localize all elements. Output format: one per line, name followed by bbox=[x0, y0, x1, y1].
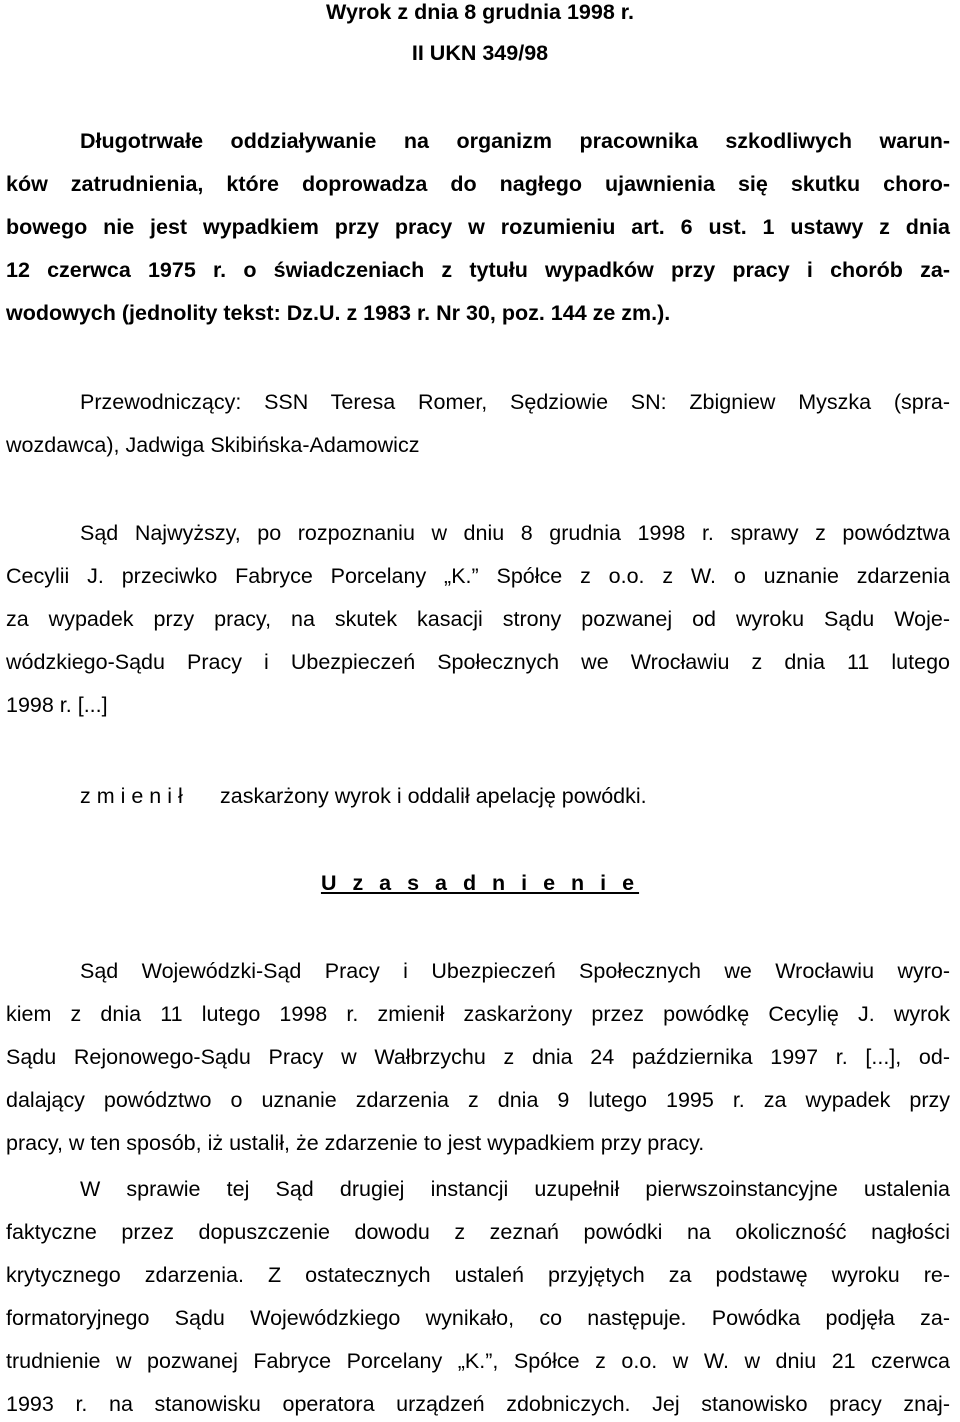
justification-line: pracy, w ten sposób, iż ustalił, że zdarzenie to jest wypadkiem przy pracy. bbox=[6, 1131, 705, 1155]
thesis-line: 12 czerwca 1975 r. o świadczeniach z tytułu wypadków przy pracy i chorób za- bbox=[6, 258, 950, 282]
thesis-line: wodowych (jednolity tekst: Dz.U. z 1983 r. Nr 30, poz. 144 ze zm.). bbox=[6, 301, 671, 325]
justification-line: Sądu Rejonowego-Sądu Pracy w Wałbrzychu z dnia 24 października 1997 r. [...], od- bbox=[6, 1045, 950, 1069]
justification-line: faktyczne przez dopuszczenie dowodu z zeznań powódki na okoliczność nagłości bbox=[6, 1220, 950, 1244]
intro-line: Sąd Najwyższy, po rozpoznaniu w dniu 8 grudnia 1998 r. sprawy z powództwa bbox=[80, 521, 950, 545]
panel-line: Przewodniczący: SSN Teresa Romer, Sędziowie SN: Zbigniew Myszka (spra- bbox=[80, 390, 950, 414]
intro-line: 1998 r. [...] bbox=[6, 693, 108, 717]
case-number: II UKN 349/98 bbox=[411, 41, 549, 65]
document-title: Wyrok z dnia 8 grudnia 1998 r. bbox=[326, 0, 634, 24]
intro-line: wódzkiego-Sądu Pracy i Ubezpieczeń Społecznych we Wrocławiu z dnia 11 lutego bbox=[6, 650, 950, 674]
intro-line: Cecylii J. przeciwko Fabryce Porcelany „K.” Spółce z o.o. z W. o uznanie zdarzenia bbox=[6, 564, 950, 588]
justification-line: Sąd Wojewódzki-Sąd Pracy i Ubezpieczeń Społecznych we Wrocławiu wyro- bbox=[80, 959, 950, 983]
justification-line: 1993 r. na stanowisku operatora urządzeń zdobniczych. Jej stanowisko pracy znaj- bbox=[6, 1392, 950, 1416]
justification-line: dalający powództwo o uznanie zdarzenia z dnia 9 lutego 1995 r. za wypadek przy bbox=[6, 1088, 950, 1112]
thesis-line: Długotrwałe oddziaływanie na organizm pracownika szkodliwych warun- bbox=[80, 129, 950, 153]
intro-line: za wypadek przy pracy, na skutek kasacji strony pozwanej od wyroku Sądu Woje- bbox=[6, 607, 950, 631]
thesis-line: bowego nie jest wypadkiem przy pracy w rozumieniu art. 6 ust. 1 ustawy z dnia bbox=[6, 215, 950, 239]
justification-heading: U z a s a d n i e n i e bbox=[320, 871, 640, 895]
justification-line: krytycznego zdarzenia. Z ostatecznych ustaleń przyjętych za podstawę wyroku re- bbox=[6, 1263, 950, 1287]
ruling-text: zaskarżony wyrok i oddalił apelację powódki. bbox=[220, 784, 647, 808]
justification-line: W sprawie tej Sąd drugiej instancji uzupełnił pierwszoinstancyjne ustalenia bbox=[80, 1177, 950, 1201]
justification-line: formatoryjnego Sądu Wojewódzkiego wynikało, co następuje. Powódka podjęła za- bbox=[6, 1306, 950, 1330]
justification-line: trudnienie w pozwanej Fabryce Porcelany „K.”, Spółce z o.o. w W. w dniu 21 czerwca bbox=[6, 1349, 950, 1373]
ruling-keyword: z m i e n i ł bbox=[80, 784, 183, 808]
justification-line: kiem z dnia 11 lutego 1998 r. zmienił zaskarżony przez powódkę Cecylię J. wyrok bbox=[6, 1002, 950, 1026]
thesis-line: ków zatrudnienia, które doprowadza do nagłego ujawnienia się skutku choro- bbox=[6, 172, 950, 196]
panel-line: wozdawca), Jadwiga Skibińska-Adamowicz bbox=[6, 433, 420, 457]
